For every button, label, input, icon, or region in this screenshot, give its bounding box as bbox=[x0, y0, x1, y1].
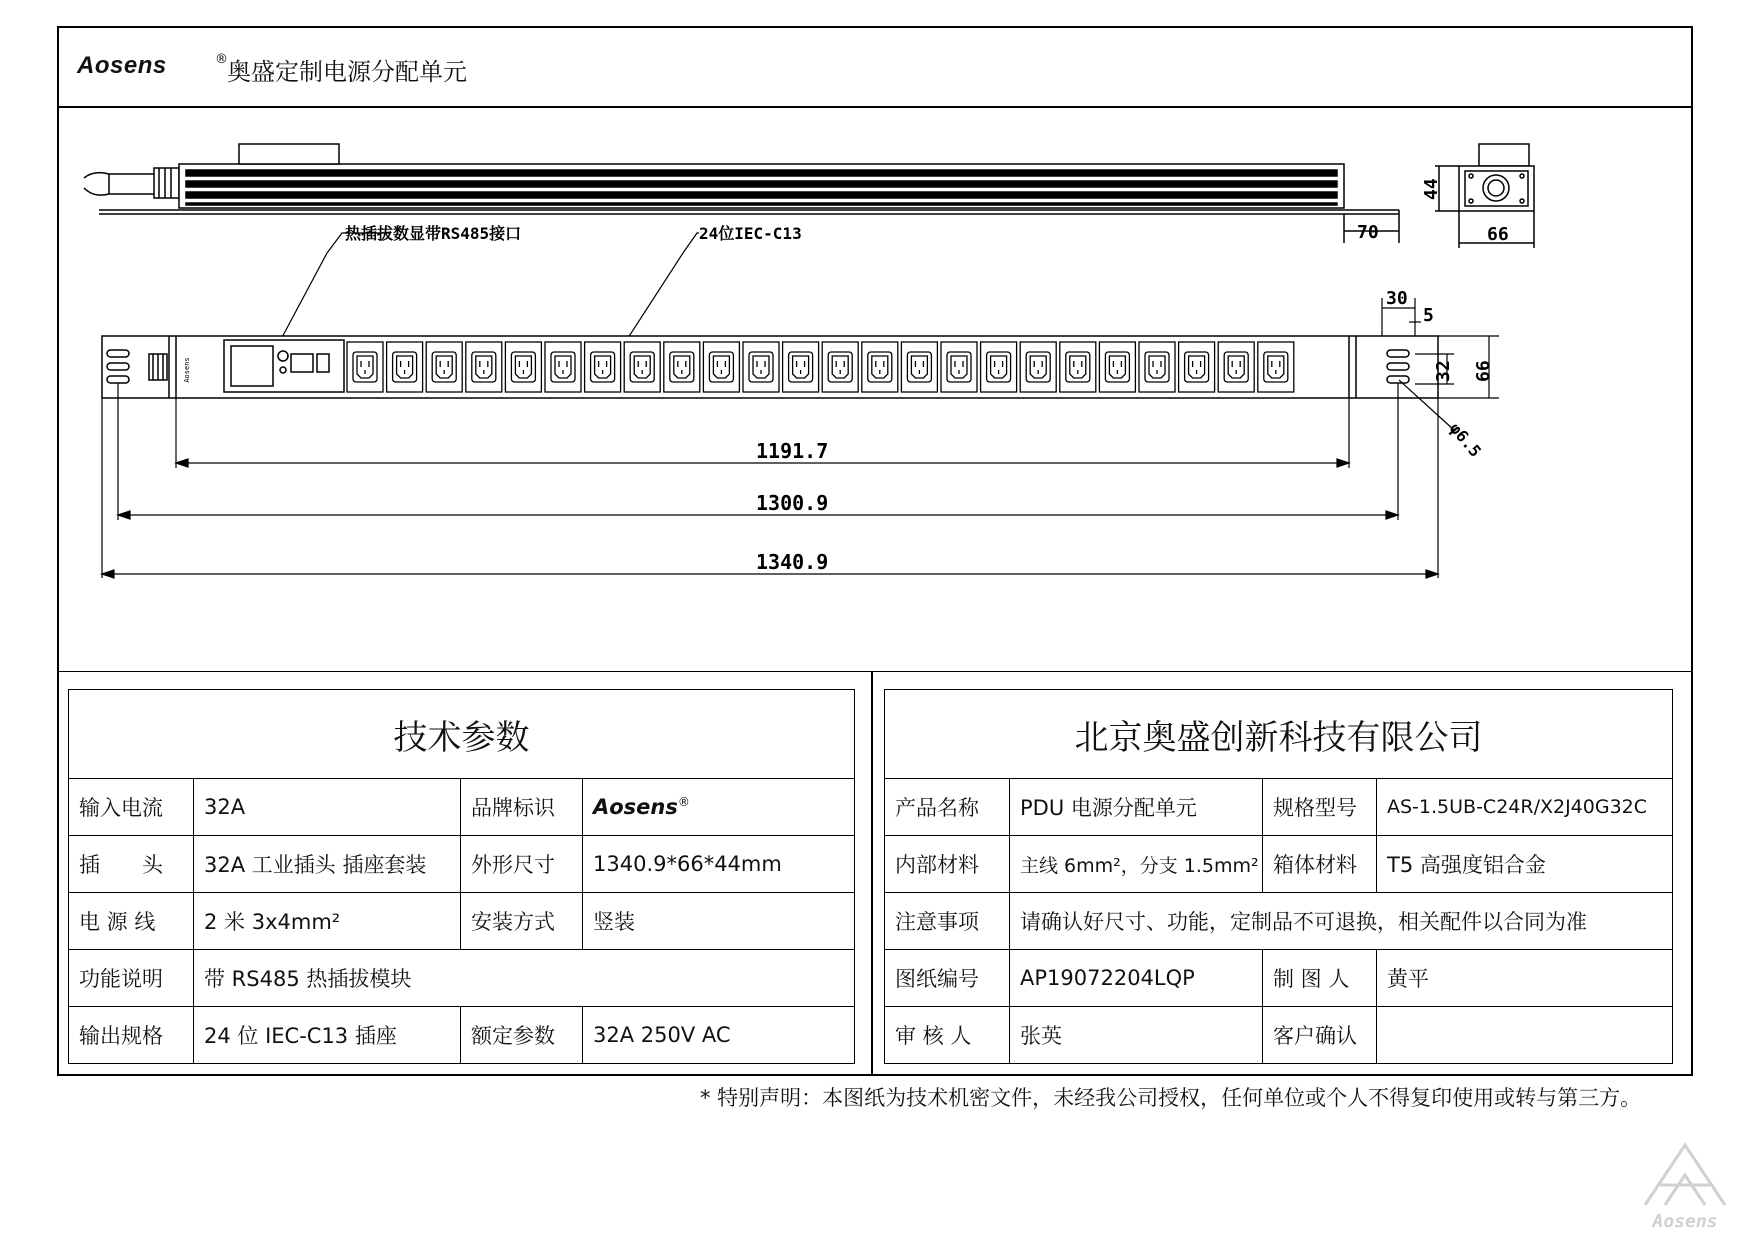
brand-logo: Aosens bbox=[77, 52, 167, 79]
dim-1340: 1340.9 bbox=[756, 550, 829, 574]
customer-confirm-cell[interactable] bbox=[1377, 1007, 1673, 1064]
dim-1191: 1191.7 bbox=[756, 439, 829, 463]
dim-end-height: 66 bbox=[1473, 360, 1494, 382]
table-row: 审 核 人 张英 客户确认 bbox=[885, 1007, 1673, 1064]
company-title: 北京奥盛创新科技有限公司 bbox=[885, 690, 1673, 779]
tech-title: 技术参数 bbox=[69, 690, 855, 779]
section-divider bbox=[871, 672, 873, 1076]
technical-drawing bbox=[59, 108, 1691, 698]
table-row: 图纸编号 AP19072204LQP 制 图 人 黄平 bbox=[885, 950, 1673, 1007]
brand-mark: Aosens® bbox=[583, 779, 855, 836]
dim-slot-gap: 5 bbox=[1423, 305, 1434, 326]
tech-params-table bbox=[68, 689, 855, 1064]
watermark-text: Aosens bbox=[1652, 1211, 1718, 1232]
confidentiality-notice: * 特别声明：本图纸为技术机密文件，未经我公司授权，任何单位或个人不得复印使用或转与第三方。 bbox=[700, 1086, 1642, 1110]
registered-mark: ® bbox=[215, 52, 228, 67]
aosens-watermark-icon bbox=[1630, 1135, 1740, 1235]
dim-height: 44 bbox=[1421, 178, 1442, 200]
table-row: 输入电流 32A 品牌标识 Aosens® bbox=[69, 779, 855, 836]
table-row: 电 源 线 2 米 3x4mm² 安装方式 竖装 bbox=[69, 893, 855, 950]
company-table bbox=[884, 689, 1673, 1064]
strip-brand: Aosens bbox=[183, 357, 191, 383]
table-row: 注意事项 请确认好尺寸、功能，定制品不可退换，相关配件以合同为准 bbox=[885, 893, 1673, 950]
dim-1300: 1300.9 bbox=[756, 491, 829, 515]
dim-hole-diameter: φ6.5 bbox=[1445, 418, 1485, 461]
title-bar bbox=[59, 28, 1691, 108]
drawing-frame bbox=[57, 26, 1693, 1076]
dim-slot-offset: 30 bbox=[1386, 288, 1408, 309]
dim-hole-pitch: 32 bbox=[1433, 360, 1454, 382]
table-row: 输出规格 24 位 IEC-C13 插座 额定参数 32A 250V AC bbox=[69, 1007, 855, 1064]
table-row: 内部材料 主线 6mm²，分支 1.5mm² 箱体材料 T5 高强度铝合金 bbox=[885, 836, 1673, 893]
dim-width: 66 bbox=[1487, 224, 1509, 245]
end-view bbox=[1435, 144, 1534, 248]
spec-section bbox=[59, 671, 1691, 1076]
dim-side-length: 70 bbox=[1357, 222, 1379, 243]
callout-module: 热插拔数显带RS485接口 bbox=[345, 224, 522, 243]
front-view bbox=[102, 336, 1438, 398]
table-row: 插 头 32A 工业插头 插座套装 外形尺寸 1340.9*66*44mm bbox=[69, 836, 855, 893]
dimension-lines bbox=[102, 383, 1438, 578]
table-row: 产品名称 PDU 电源分配单元 规格型号 AS-1.5UB-C24R/X2J40G32C bbox=[885, 779, 1673, 836]
document-title: 奥盛定制电源分配单元 bbox=[227, 58, 467, 86]
callout-outlets: 24位IEC-C13 bbox=[699, 224, 802, 243]
table-row: 功能说明 带 RS485 热插拔模块 bbox=[69, 950, 855, 1007]
